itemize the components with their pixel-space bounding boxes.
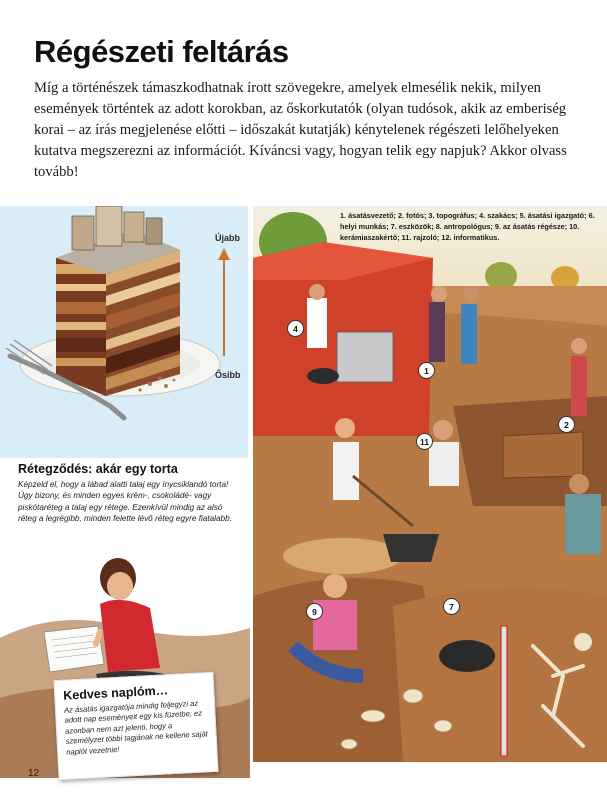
callout-badge-11: 11 <box>416 433 433 450</box>
stratification-text: Képzeld el, hogy a lábad alatti talaj egy ínycsiklandó torta! Úgy bizony, és minden egyes krém-, csokoládé- vagy piskótaréteg a talaj egy rétege. Ezenkívül mindig az alsó réteg a legrégibb, minden felette lévő réteg egyre fiatalabb. <box>18 480 232 523</box>
diary-heading: Kedves naplóm… <box>62 683 169 703</box>
callout-badge-7: 7 <box>443 598 460 615</box>
diary-text: Az ásatás igazgatója mindig feljegyzi az adott nap eseményeit egy kis füzetbe, ez azonban nem azt jelenti, hogy a személyzet többi tagjának ne kellene saját naplót vezetnie! <box>63 698 209 757</box>
page-title: Régészeti feltárás <box>34 34 289 69</box>
staff-legend: 1. ásatásvezető; 2. fotós; 3. topográfus; 4. szakács; 5. ásatási igazgató; 6. helyi munkás; 7. eszközök; 8. antropológus; 9. az ásatás régésze; 10. kerámiaszakértő; 11. rajzoló; 12. informatikus. <box>340 211 595 242</box>
callout-badge-1: 1 <box>418 362 435 379</box>
callout-badge-9: 9 <box>306 603 323 620</box>
excavation-scene-illustration <box>253 206 607 762</box>
diary-note-box <box>53 672 218 780</box>
older-label: Ősibb <box>215 370 241 380</box>
callout-badge-4: 4 <box>287 320 304 337</box>
stratigraphy-cake-illustration <box>0 206 248 458</box>
stratification-heading: Rétegződés: akár egy torta <box>18 462 178 476</box>
callout-badge-2: 2 <box>558 416 575 433</box>
intro-paragraph: Míg a történészek támaszkodhatnak írott szövegekre, amelyek elmesélik nekik, milyen események történtek az adott korokban, az őskorkutatók (olyan tudósok, akik az emberiség korai – az írás megjelenése előtti – időszakát kutatják) kénytelenek régészeti lelőhelyeken kutatva megszerezni az információt. Kíváncsi vagy, hogyan telik egy napjuk? Akkor olvass tovább! <box>34 80 567 180</box>
newer-label: Újabb <box>215 233 241 243</box>
page-number: 12 <box>28 768 40 779</box>
